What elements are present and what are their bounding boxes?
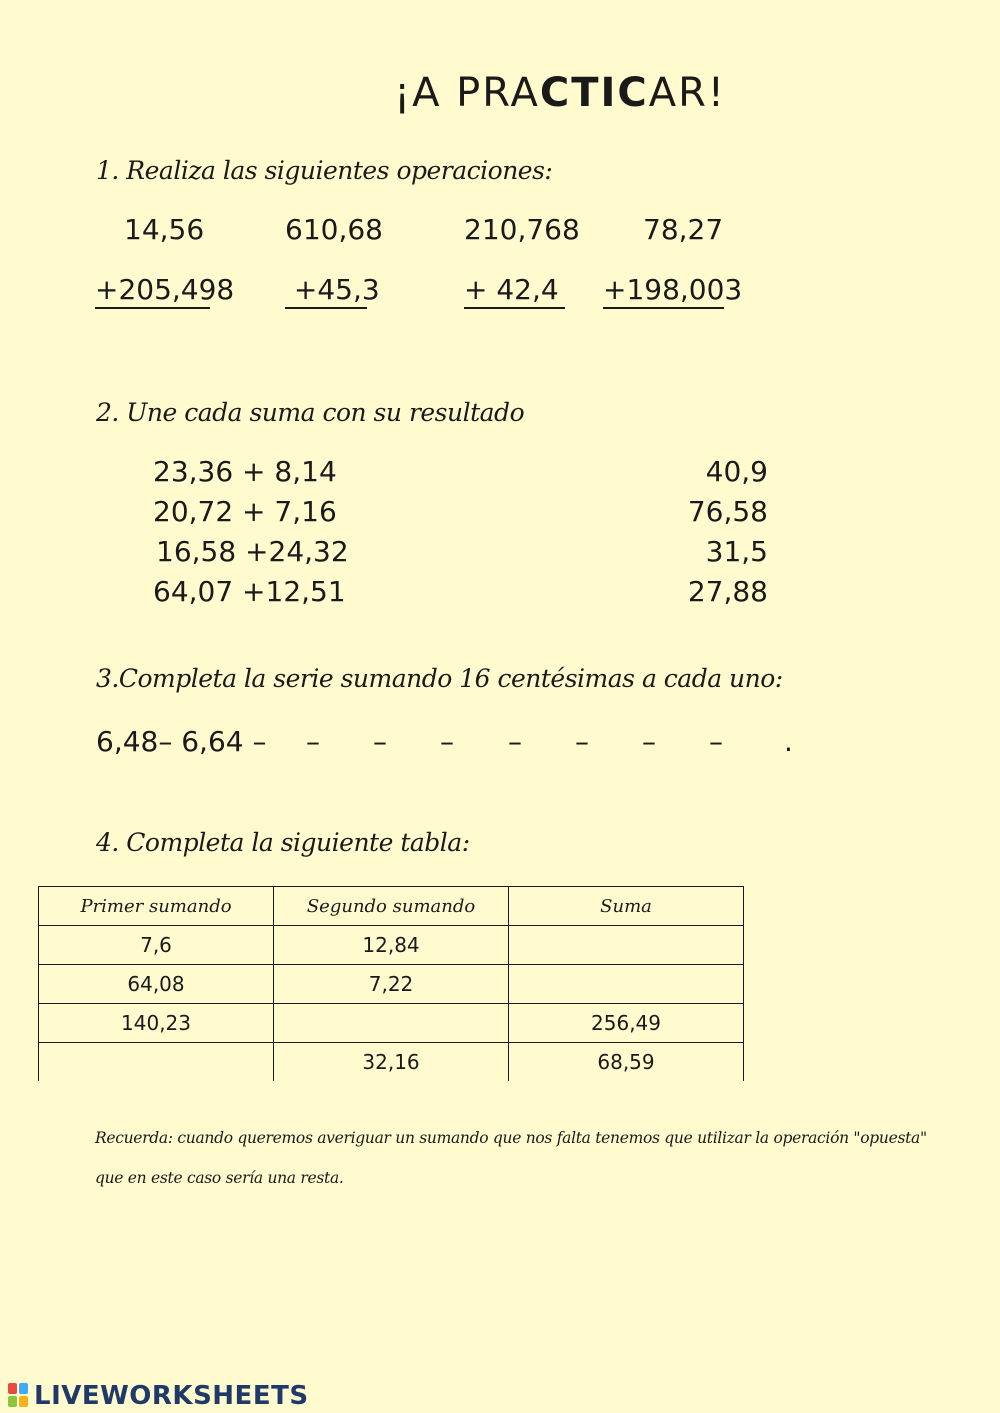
answer-cell[interactable] <box>509 965 744 1004</box>
series-dash: – <box>306 725 320 758</box>
operation-4-bottom: +198,003 <box>603 275 724 309</box>
series-dash: – <box>373 725 387 758</box>
series-dash: – <box>709 725 723 758</box>
page-title <box>0 70 1000 116</box>
series-end: . <box>784 725 793 758</box>
liveworksheets-logo-icon <box>8 1383 30 1409</box>
exercise-4-heading: 4. Completa la siguiente tabla: <box>96 828 470 857</box>
sum-item: 23,36 + 8,14 <box>153 455 337 488</box>
table-cell: 32,16 <box>274 1043 509 1082</box>
table-header-cell: Segundo sumando <box>274 887 509 926</box>
series-dash: – <box>575 725 589 758</box>
liveworksheets-logo <box>8 1381 309 1411</box>
exercise-1-heading: 1. Realiza las siguientes operaciones: <box>96 156 553 185</box>
table-row <box>39 926 744 965</box>
answer-cell[interactable] <box>39 1043 274 1082</box>
table-header-cell: Primer sumando <box>39 887 274 926</box>
table-cell: 68,59 <box>509 1043 744 1082</box>
sum-item: 20,72 + 7,16 <box>153 495 337 528</box>
table-cell: 64,08 <box>39 965 274 1004</box>
result-item: 27,88 <box>687 575 768 608</box>
reminder-note: Recuerda: cuando queremos averiguar un sumando que nos falta tenemos que utilizar la operación "opuesta" que en este caso sería una resta. <box>95 1129 927 1187</box>
operation-1-top: 14,56 <box>124 213 205 246</box>
title-part-1: ¡A PRA <box>394 70 540 116</box>
answer-cell[interactable] <box>274 1004 509 1043</box>
table-cell: 7,6 <box>39 926 274 965</box>
title-part-2: CTIC <box>539 70 649 116</box>
exercise-3-heading: 3.Completa la serie sumando 16 centésimas a cada uno: <box>96 664 783 693</box>
series-start: 6,48– 6,64 – <box>96 725 267 758</box>
table-cell: 12,84 <box>274 926 509 965</box>
operation-2-bottom: +45,3 <box>285 275 367 309</box>
table-row <box>39 965 744 1004</box>
table-header-cell: Suma <box>509 887 744 926</box>
result-item: 76,58 <box>687 495 768 528</box>
table-row <box>39 1004 744 1043</box>
table-row <box>39 1043 744 1082</box>
table-cell: 7,22 <box>274 965 509 1004</box>
sum-item: 16,58 +24,32 <box>156 535 349 568</box>
sum-item: 64,07 +12,51 <box>153 575 346 608</box>
liveworksheets-logo-text: LIVEWORKSHEETS <box>34 1381 309 1411</box>
table-cell: 140,23 <box>39 1004 274 1043</box>
answer-cell[interactable] <box>509 926 744 965</box>
result-item: 31,5 <box>705 535 768 568</box>
table-header-row <box>39 887 744 926</box>
table-cell: 256,49 <box>509 1004 744 1043</box>
operation-3-top: 210,768 <box>464 213 580 246</box>
operation-3-bottom: + 42,4 <box>464 275 565 309</box>
exercise-2-heading: 2. Une cada suma con su resultado <box>96 398 525 427</box>
operation-1-bottom: +205,498 <box>95 275 210 309</box>
sums-table <box>38 886 744 1081</box>
series-dash: – <box>440 725 454 758</box>
operation-2-top: 610,68 <box>285 213 383 246</box>
title-part-3: AR! <box>648 70 726 116</box>
series-dash: – <box>642 725 656 758</box>
series-dash: – <box>508 725 522 758</box>
operation-4-top: 78,27 <box>643 213 724 246</box>
result-item: 40,9 <box>705 455 768 488</box>
